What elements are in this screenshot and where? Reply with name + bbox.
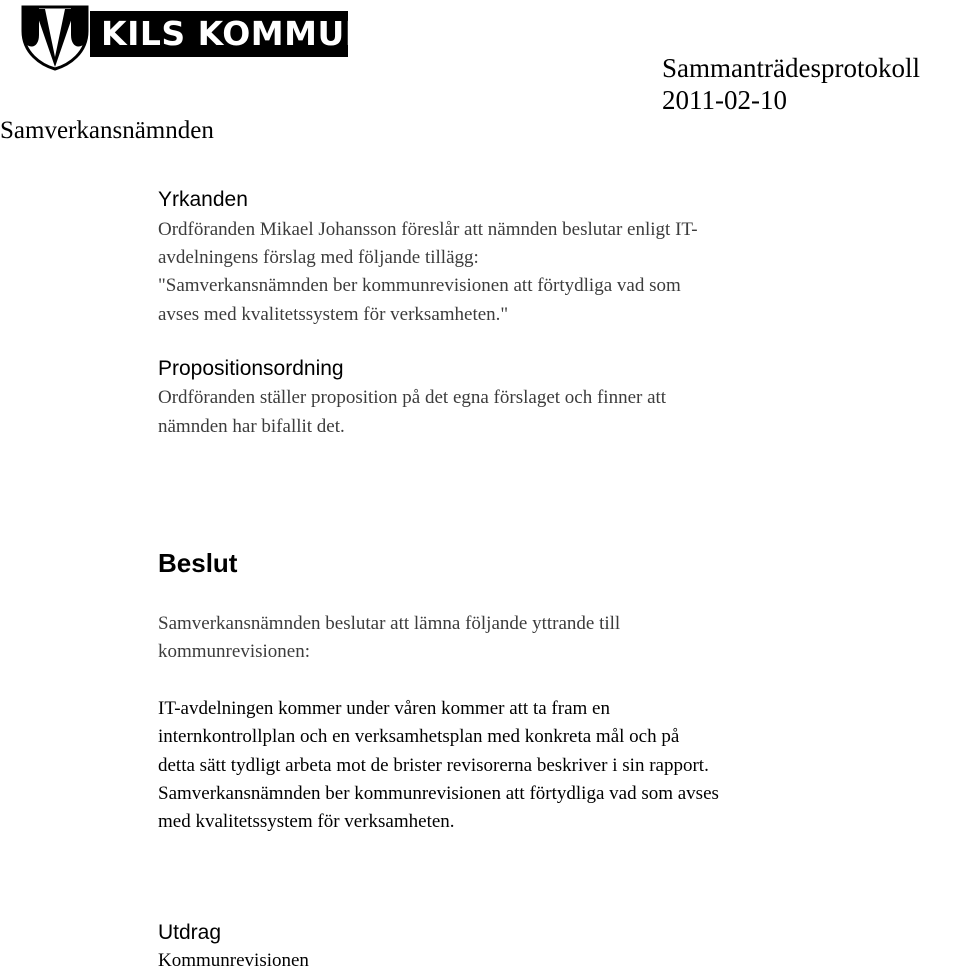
beslut-body-line: detta sätt tydligt arbeta mot de brister revisorerna beskriver i sin rapport. [158,755,709,776]
beslut-body-line: Samverkansnämnden ber kommunrevisionen att förtydliga vad som avses [158,783,719,804]
document-type: Sammanträdesprotokoll [662,53,920,83]
committee-name: Samverkansnämnden [0,117,214,144]
beslut-body-line: med kvalitetssystem för verksamheten. [158,811,455,832]
section-heading-utdrag: Utdrag [158,921,222,944]
beslut-intro-line: kommunrevisionen: [158,641,310,662]
section-heading-yrkanden: Yrkanden [158,188,248,211]
beslut-intro-line: Samverkansnämnden beslutar att lämna följande yttrande till [158,613,621,634]
section-heading-propositionsordning: Propositionsordning [158,357,344,380]
yrkanden-line: avses med kvalitetssystem för verksamheten." [158,304,509,325]
utdrag-recipient: Kommunrevisionen [158,950,309,971]
document-date: 2011-02-10 [662,85,787,115]
propositionsordning-line: nämnden har bifallit det. [158,416,345,437]
kils-kommun-logo [5,5,373,71]
section-heading-beslut: Beslut [158,548,238,578]
logo-text: KILS KOMMUN [101,14,373,53]
yrkanden-line: Ordföranden Mikael Johansson föreslår att nämnden beslutar enligt IT- [158,219,698,240]
yrkanden-line: "Samverkansnämnden ber kommunrevisionen att förtydliga vad som [158,275,681,296]
beslut-body-line: internkontrollplan och en verksamhetsplan med konkreta mål och på [158,726,680,747]
yrkanden-line: avdelningens förslag med följande tillägg: [158,247,479,268]
propositionsordning-line: Ordföranden ställer proposition på det egna förslaget och finner att [158,387,667,408]
shield-icon [19,5,91,71]
beslut-body-line: IT-avdelningen kommer under våren kommer att ta fram en [158,698,610,719]
